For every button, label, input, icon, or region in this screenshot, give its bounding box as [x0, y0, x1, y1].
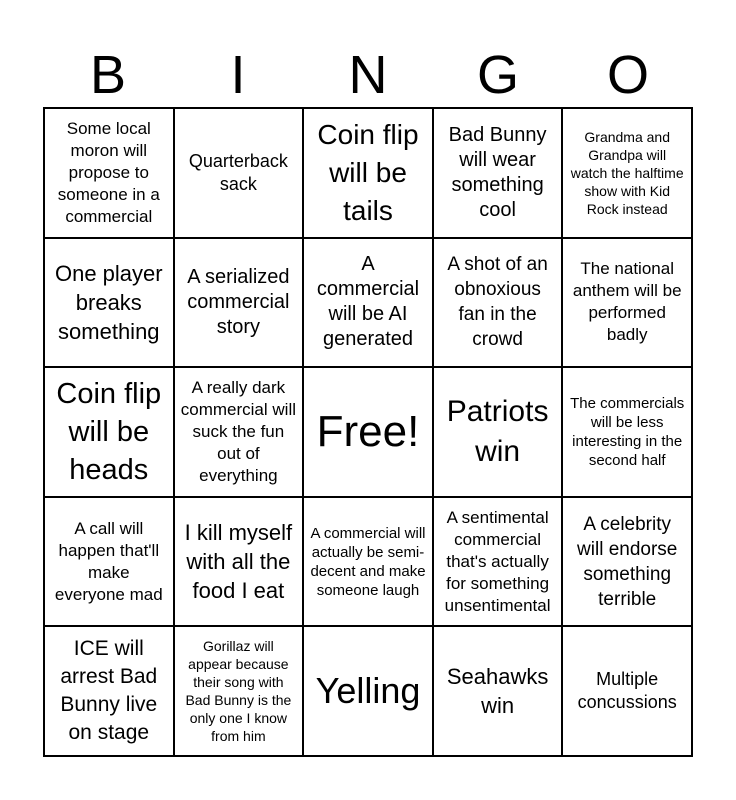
- cell-text: A commercial will be AI generated: [316, 253, 420, 351]
- header-letter-n: N: [348, 45, 388, 105]
- header-letter-o: O: [606, 45, 649, 105]
- cell-text: Quarterback sack: [188, 150, 288, 194]
- bingo-cell-r4c2[interactable]: [174, 497, 304, 627]
- cell-text: Patriots win: [446, 394, 549, 468]
- bingo-cell-r5c4[interactable]: [433, 626, 563, 756]
- cell-text: A really dark commercial will suck the fun out of everything: [180, 377, 296, 485]
- bingo-cell-r2c2[interactable]: [174, 238, 304, 368]
- cell-text-free: Free!: [316, 406, 420, 456]
- bingo-cell-r1c5[interactable]: [562, 108, 692, 238]
- cell-text: A call will happen that'll make everyone mad: [54, 518, 163, 604]
- cell-text: One player breaks something: [54, 260, 163, 344]
- bingo-cell-r2c5[interactable]: [562, 238, 692, 368]
- cell-text: Grandma and Grandpa will watch the halftime show with Kid Rock instead: [570, 128, 684, 217]
- cell-text: A sentimental commercial that's actually for something unsentimental: [444, 507, 551, 615]
- bingo-header: [43, 44, 693, 106]
- cell-text: A serialized commercial story: [187, 265, 290, 338]
- cell-text: Some local moron will propose to someone in a commercial: [57, 118, 160, 226]
- bingo-cell-r2c3[interactable]: [303, 238, 433, 368]
- cell-text: Multiple concussions: [577, 669, 677, 713]
- cell-text: The commercials will be less interesting in the second half: [570, 394, 685, 469]
- cell-text: Bad Bunny will wear something cool: [448, 123, 547, 221]
- bingo-cell-r1c2[interactable]: [174, 108, 304, 238]
- bingo-cell-r4c1[interactable]: [44, 497, 174, 627]
- cell-text: A shot of an obnoxious fan in the crowd: [447, 254, 548, 351]
- cell-text: ICE will arrest Bad Bunny live on stage: [60, 637, 158, 745]
- bingo-cell-r1c3[interactable]: [303, 108, 433, 238]
- bingo-cell-r1c1[interactable]: [44, 108, 174, 238]
- bingo-cell-r2c1[interactable]: [44, 238, 174, 368]
- bingo-cell-r4c3[interactable]: [303, 497, 433, 627]
- bingo-cell-r3c2[interactable]: [174, 367, 304, 497]
- bingo-cell-r5c5[interactable]: [562, 626, 692, 756]
- cell-text: A celebrity will endorse something terrible: [577, 513, 678, 610]
- bingo-cell-r5c2[interactable]: [174, 626, 304, 756]
- bingo-cell-r3c1[interactable]: [44, 367, 174, 497]
- cell-text: A commercial will actually be semi-decent and make someone laugh: [310, 524, 426, 599]
- bingo-cell-r2c4[interactable]: [433, 238, 563, 368]
- cell-text: Seahawks win: [446, 664, 549, 719]
- bingo-cell-r5c1[interactable]: [44, 626, 174, 756]
- header-letter-i: I: [230, 45, 246, 105]
- cell-text: I kill myself with all the food I eat: [184, 520, 293, 604]
- bingo-cell-r1c4[interactable]: [433, 108, 563, 238]
- header-letter-g: G: [476, 45, 519, 105]
- bingo-cell-r5c3[interactable]: [303, 626, 433, 756]
- bingo-cell-r4c5[interactable]: [562, 497, 692, 627]
- bingo-cell-r3c4[interactable]: [433, 367, 563, 497]
- cell-text: The national anthem will be performed badly: [572, 259, 682, 345]
- bingo-cell-r4c4[interactable]: [433, 497, 563, 627]
- cell-text: Coin flip will be heads: [56, 377, 162, 486]
- cell-text: Gorillaz will appear because their song with Bad Bunny is the only one I know from him: [185, 638, 292, 745]
- bingo-cell-r3c5[interactable]: [562, 367, 692, 497]
- cell-text: Yelling: [315, 670, 421, 712]
- header-letter-b: B: [89, 45, 127, 105]
- bingo-board: [43, 107, 693, 757]
- cell-text: Coin flip will be tails: [317, 118, 419, 226]
- bingo-cell-r3c3[interactable]: [303, 367, 433, 497]
